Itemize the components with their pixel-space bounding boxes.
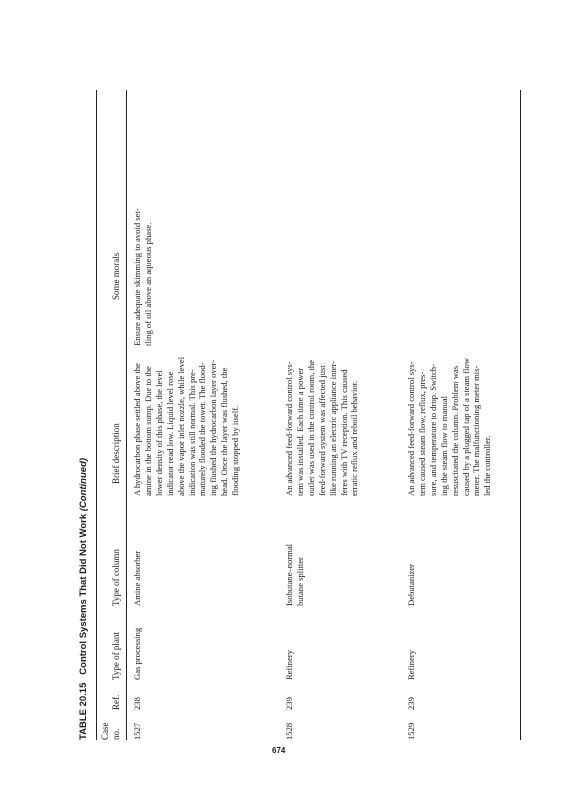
column-line: Isobutane–normal xyxy=(284,543,294,606)
morals-line: Ensure adequate skimming to avoid set- xyxy=(132,208,142,346)
column-line: Debutanizer xyxy=(406,564,416,606)
caption-prefix: TABLE 20.15 xyxy=(78,682,89,740)
page-number: 674 xyxy=(272,746,286,755)
case-number-cell: 1529 xyxy=(406,722,416,740)
description-line: like running an electric appliance inter- xyxy=(327,360,338,496)
plant-cell: Refinery xyxy=(284,649,294,680)
table-caption xyxy=(74,90,94,740)
description-line: sure, and temperature to drop. Switch- xyxy=(427,364,438,496)
description-line: meter. The malfunctioning meter mis- xyxy=(471,365,482,496)
morals-line: tling of oil above an aqueous phase. xyxy=(142,222,153,346)
plant-cell: Refinery xyxy=(406,649,416,680)
description-line: amine in the bottom sump. Due to the xyxy=(142,366,153,496)
rotated-table xyxy=(74,90,524,740)
column-line: butane splitter xyxy=(294,557,305,606)
description-line: led the controller. xyxy=(482,435,493,496)
header-case xyxy=(100,723,122,741)
description-cell xyxy=(406,346,493,496)
ref-cell: 239 xyxy=(284,697,294,710)
header-column: Type of column xyxy=(111,549,121,606)
description-line: tem was installed. Each time a power xyxy=(294,367,305,496)
header-ref: Ref. xyxy=(111,694,121,710)
description-cell xyxy=(284,346,360,496)
description-line: feres with TV reception. This caused xyxy=(338,369,349,496)
case-number-cell: 1527 xyxy=(132,722,142,740)
header-plant: Type of plant xyxy=(111,632,121,680)
morals-cell xyxy=(132,186,154,346)
description-line: resuscitated the column. Problem was xyxy=(449,365,460,496)
header-description: Brief description xyxy=(111,423,121,484)
description-line: flooding stopped by itself. xyxy=(230,405,241,496)
description-line: indicator read low. Liquid level rose xyxy=(164,371,175,496)
description-cell xyxy=(132,346,241,496)
description-line: ing flushed the hydrocarbon layer over- xyxy=(208,359,219,496)
caption-title: Control Systems That Did Not Work xyxy=(78,513,89,675)
description-line: ing the steam flow to manual xyxy=(438,396,449,496)
description-line: feed-forward system was affected just xyxy=(316,365,327,496)
description-line: An advanced feed-forward control sys- xyxy=(406,361,416,496)
description-line: erratic reflux and reboil behavior. xyxy=(349,380,360,496)
ref-cell: 239 xyxy=(406,697,416,710)
description-line: An advanced feed-forward control sys- xyxy=(284,361,294,496)
description-line: maturely flooded the tower. The flood- xyxy=(197,362,208,496)
header-rule xyxy=(126,90,127,740)
description-line: lower density of this phase, the level xyxy=(153,370,164,496)
description-line: above the vapor inlet nozzle, while level xyxy=(175,356,186,496)
ref-cell: 238 xyxy=(132,697,142,710)
header-morals: Some morals xyxy=(111,252,121,300)
header-case-line1: Case xyxy=(100,722,110,740)
bottom-rule xyxy=(520,90,521,740)
description-line: A hydrocarbon phase settled above the xyxy=(132,363,142,496)
plant-cell: Gas processing xyxy=(132,627,142,680)
header-case-line2: no. xyxy=(111,728,121,740)
description-line: indication was still normal. This pre- xyxy=(186,369,197,496)
description-line: outlet was used in the control room, the xyxy=(305,359,316,496)
description-line: head. Once the layer was flushed, the xyxy=(219,367,230,496)
case-number-cell: 1528 xyxy=(284,722,294,740)
description-line: caused by a plugged tap of a steam flow xyxy=(460,358,471,496)
top-rule xyxy=(96,90,97,740)
description-line: tem caused steam flow, reflux, pres- xyxy=(416,371,427,496)
caption-continued: (Continued) xyxy=(78,457,89,512)
column-cell xyxy=(406,506,417,606)
column-line: Amine absorber xyxy=(132,550,142,606)
column-cell xyxy=(132,506,143,606)
column-cell xyxy=(284,506,306,606)
